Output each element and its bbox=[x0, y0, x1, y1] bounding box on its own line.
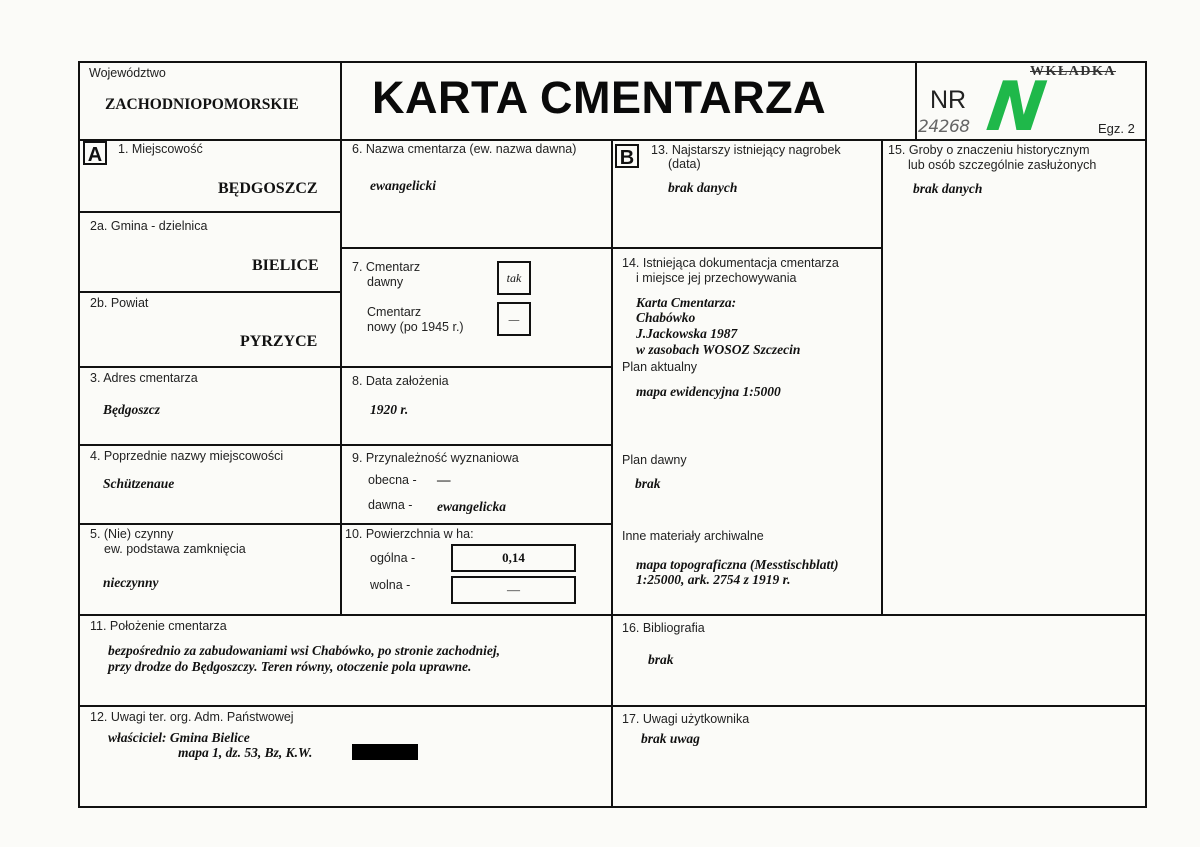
egz-label: Egz. 2 bbox=[1098, 121, 1135, 136]
f3-label: 3. Adres cmentarza bbox=[90, 371, 198, 385]
wojewodztwo-value: ZACHODNIOPOMORSKIE bbox=[105, 96, 299, 113]
f5-value: nieczynny bbox=[103, 575, 159, 590]
f6-label: 6. Nazwa cmentarza (ew. nazwa dawna) bbox=[352, 142, 577, 156]
f14-line: Chabówko bbox=[636, 310, 696, 325]
page-title: KARTA CMENTARZA bbox=[372, 72, 827, 123]
f11-line: przy drodze do Będgoszczy. Teren równy, otoczenie pola uprawne. bbox=[108, 659, 472, 674]
f3-value: Będgoszcz bbox=[103, 402, 160, 417]
row-divider bbox=[341, 247, 882, 249]
f10-ogolna-box: 0,14 bbox=[451, 544, 576, 572]
f9-dawna-value: ewangelicka bbox=[437, 499, 506, 514]
f12-line1: właściciel: Gmina Bielice bbox=[108, 730, 250, 745]
f2b-label: 2b. Powiat bbox=[90, 296, 149, 310]
plan-dawny-value: brak bbox=[635, 476, 661, 491]
nr-label: NR bbox=[930, 86, 967, 114]
f2a-value: BIELICE bbox=[252, 257, 319, 274]
row-divider bbox=[79, 211, 341, 213]
f4-label: 4. Poprzednie nazwy miejscowości bbox=[90, 449, 284, 463]
f15-label: 15. Groby o znaczeniu historycznym bbox=[888, 143, 1090, 157]
row-divider bbox=[79, 523, 612, 525]
inne-materialy-line: 1:25000, ark. 2754 z 1919 r. bbox=[636, 572, 791, 587]
f15-value: brak danych bbox=[913, 181, 983, 196]
f13-value: brak danych bbox=[668, 180, 738, 195]
f9-obecna-label: obecna - bbox=[368, 473, 417, 487]
f14-line: Karta Cmentarza: bbox=[636, 295, 737, 310]
f11-line: bezpośrednio za zabudowaniami wsi Chabówko, po stronie zachodniej, bbox=[108, 643, 500, 658]
f15-label-line2: lub osób szczególnie zasłużonych bbox=[908, 158, 1097, 172]
plan-dawny-label: Plan dawny bbox=[622, 453, 687, 467]
row-divider bbox=[79, 614, 1146, 616]
column-divider-3 bbox=[881, 140, 883, 615]
column-divider-2 bbox=[611, 140, 613, 807]
f17-value: brak uwag bbox=[641, 731, 700, 746]
f7-nowy-label-line2: nowy (po 1945 r.) bbox=[367, 320, 464, 334]
column-divider-1 bbox=[340, 62, 342, 614]
f2b-value: PYRZYCE bbox=[240, 333, 318, 350]
f14-label: 14. Istniejąca dokumentacja cmentarza bbox=[622, 256, 839, 270]
plan-aktualny-value: mapa ewidencyjna 1:5000 bbox=[636, 384, 781, 399]
f12-label: 12. Uwagi ter. org. Adm. Państwowej bbox=[90, 710, 294, 724]
f9-label: 9. Przynależność wyznaniowa bbox=[352, 451, 519, 465]
f16-label: 16. Bibliografia bbox=[622, 621, 705, 635]
wojewodztwo-label: Województwo bbox=[89, 66, 166, 80]
nr-handwritten: 24268 bbox=[918, 117, 970, 137]
row-divider bbox=[341, 366, 612, 368]
f5-label: 5. (Nie) czynny bbox=[90, 527, 174, 541]
f7-dawny-box: tak bbox=[497, 261, 531, 295]
form-frame bbox=[78, 61, 1147, 808]
f10-ogolna-label: ogólna - bbox=[370, 551, 416, 565]
wkladka-stamp: WKŁADKA bbox=[1030, 64, 1116, 79]
row-divider bbox=[79, 444, 612, 446]
f10-wolna-box: — bbox=[451, 576, 576, 604]
nr-divider bbox=[915, 62, 917, 140]
f1-value: BĘDGOSZCZ bbox=[218, 180, 318, 197]
f9-dawna-label: dawna - bbox=[368, 498, 413, 512]
f9-obecna-value: — bbox=[437, 472, 451, 487]
f12-line2: mapa 1, dz. 53, Bz, K.W. bbox=[178, 745, 313, 760]
redaction-bar bbox=[352, 744, 418, 760]
f10-wolna-label: wolna - bbox=[370, 578, 411, 592]
f7-nowy-label: Cmentarz bbox=[367, 305, 422, 319]
f13-label-line2: (data) bbox=[668, 157, 701, 171]
f2a-label: 2a. Gmina - dzielnica bbox=[90, 219, 208, 233]
f7-label: 7. Cmentarz bbox=[352, 260, 421, 274]
f10-label: 10. Powierzchnia w ha: bbox=[345, 527, 474, 541]
f7-label-line2: dawny bbox=[367, 275, 404, 289]
f11-label: 11. Położenie cmentarza bbox=[90, 619, 227, 633]
f17-label: 17. Uwagi użytkownika bbox=[622, 712, 750, 726]
f5-label-line2: ew. podstawa zamknięcia bbox=[104, 542, 246, 556]
f14-label-line2: i miejsce jej przechowywania bbox=[636, 271, 797, 285]
f4-value: Schützenaue bbox=[103, 476, 175, 491]
f1-label: 1. Miejscowość bbox=[118, 142, 203, 156]
row-divider bbox=[79, 366, 341, 368]
nr-green-mark: N bbox=[982, 68, 1051, 147]
f8-value: 1920 r. bbox=[370, 402, 409, 417]
f6-value: ewangelicki bbox=[370, 178, 436, 193]
row-divider bbox=[79, 291, 341, 293]
inne-materialy-label: Inne materiały archiwalne bbox=[622, 529, 764, 543]
plan-aktualny-label: Plan aktualny bbox=[622, 360, 698, 374]
row-divider bbox=[79, 705, 1146, 707]
f14-line: J.Jackowska 1987 bbox=[636, 326, 738, 341]
inne-materialy-line: mapa topograficzna (Messtischblatt) bbox=[636, 557, 839, 572]
section-b-letter: B bbox=[615, 144, 639, 168]
f8-label: 8. Data założenia bbox=[352, 374, 449, 388]
f13-label: 13. Najstarszy istniejący nagrobek bbox=[651, 143, 841, 157]
section-a-letter: A bbox=[83, 141, 107, 165]
f16-value: brak bbox=[648, 652, 674, 667]
f14-line: w zasobach WOSOZ Szczecin bbox=[636, 342, 801, 357]
f7-nowy-box: — bbox=[497, 302, 531, 336]
